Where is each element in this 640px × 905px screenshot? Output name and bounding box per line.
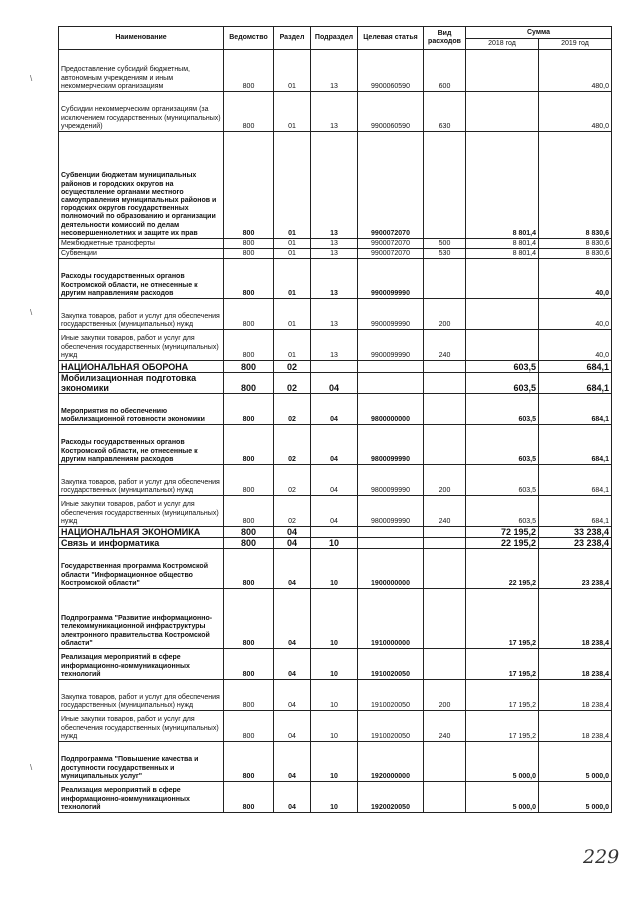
row-name: Подпрограмма "Повышение качества и доступности государственных и муниципальных услуг" (59, 742, 224, 782)
row-razdel: 02 (274, 394, 311, 425)
row-podrazdel: 13 (311, 249, 358, 259)
row-podrazdel: 10 (311, 538, 358, 549)
row-razdel: 04 (274, 589, 311, 649)
row-vedomstvo: 800 (224, 239, 274, 249)
row-name: Закупка товаров, работ и услуг для обеспечения государственных (муниципальных) нужд (59, 465, 224, 496)
row-tselevaya-statya: 1910020050 (358, 680, 424, 711)
margin-tick: \ (30, 74, 33, 83)
row-sum-2019: 40,0 (539, 330, 612, 361)
table-row (59, 239, 612, 249)
row-razdel: 01 (274, 132, 311, 239)
row-vid-raskhodov (424, 132, 466, 239)
margin-tick: \ (30, 308, 33, 317)
row-vid-raskhodov: 200 (424, 299, 466, 330)
row-tselevaya-statya: 9900072070 (358, 132, 424, 239)
row-vedomstvo: 800 (224, 249, 274, 259)
row-razdel: 02 (274, 361, 311, 373)
row-name: Связь и информатика (59, 538, 224, 549)
row-tselevaya-statya: 9900099990 (358, 259, 424, 299)
table-row (59, 259, 612, 299)
row-podrazdel: 04 (311, 465, 358, 496)
row-razdel: 04 (274, 782, 311, 813)
row-tselevaya-statya: 9800000000 (358, 394, 424, 425)
row-name: НАЦИОНАЛЬНАЯ ОБОРОНА (59, 361, 224, 373)
row-name: Субвенции (59, 249, 224, 259)
row-name: Субвенции бюджетам муниципальных районов и городских округов на осуществление органами местного самоуправления муниципальных районов и городских округов государственных полномочий по образованию и организации деятельности комиссий по делам несовершеннолетних и защите их прав (59, 132, 224, 239)
row-name: Расходы государственных органов Костромской области, не отнесенные к другим направлениям расходов (59, 259, 224, 299)
row-podrazdel (311, 361, 358, 373)
col-header-razdel: Раздел (274, 27, 311, 50)
row-podrazdel: 10 (311, 742, 358, 782)
row-podrazdel: 10 (311, 711, 358, 742)
row-sum-2019: 18 238,4 (539, 680, 612, 711)
row-vedomstvo: 800 (224, 425, 274, 465)
row-tselevaya-statya: 9900072070 (358, 249, 424, 259)
row-tselevaya-statya: 9900060590 (358, 50, 424, 92)
row-razdel: 04 (274, 711, 311, 742)
table-row (59, 496, 612, 527)
row-vid-raskhodov: 240 (424, 711, 466, 742)
row-vedomstvo: 800 (224, 132, 274, 239)
row-tselevaya-statya: 1910020050 (358, 711, 424, 742)
row-sum-2018 (466, 299, 539, 330)
row-vid-raskhodov (424, 259, 466, 299)
row-podrazdel: 10 (311, 649, 358, 680)
row-sum-2018 (466, 330, 539, 361)
row-podrazdel: 13 (311, 50, 358, 92)
row-podrazdel (311, 527, 358, 538)
row-tselevaya-statya: 9800099990 (358, 425, 424, 465)
row-sum-2019: 8 830,6 (539, 132, 612, 239)
row-sum-2018 (466, 92, 539, 132)
row-sum-2019: 684,1 (539, 394, 612, 425)
row-sum-2018: 17 195,2 (466, 680, 539, 711)
row-name: Субсидии некоммерческим организациям (за исключением государственных (муниципальных) учреждений) (59, 92, 224, 132)
table-row (59, 465, 612, 496)
row-razdel: 01 (274, 239, 311, 249)
row-name: Предоставление субсидий бюджетным, автономным учреждениям и иным некоммерческим организациям (59, 50, 224, 92)
row-razdel: 04 (274, 680, 311, 711)
row-vid-raskhodov: 600 (424, 50, 466, 92)
row-razdel: 02 (274, 373, 311, 394)
row-sum-2018: 603,5 (466, 496, 539, 527)
row-vedomstvo: 800 (224, 50, 274, 92)
row-podrazdel: 13 (311, 132, 358, 239)
row-sum-2018: 22 195,2 (466, 549, 539, 589)
row-podrazdel: 13 (311, 92, 358, 132)
table-body (59, 50, 612, 813)
table-row (59, 742, 612, 782)
row-sum-2018 (466, 50, 539, 92)
row-podrazdel: 13 (311, 239, 358, 249)
row-sum-2018: 5 000,0 (466, 782, 539, 813)
row-razdel: 02 (274, 425, 311, 465)
row-sum-2019: 18 238,4 (539, 649, 612, 680)
row-vedomstvo: 800 (224, 549, 274, 589)
row-sum-2019: 40,0 (539, 299, 612, 330)
row-razdel: 01 (274, 92, 311, 132)
row-vid-raskhodov (424, 527, 466, 538)
row-sum-2019: 18 238,4 (539, 589, 612, 649)
row-sum-2019: 18 238,4 (539, 711, 612, 742)
row-razdel: 01 (274, 330, 311, 361)
table-row (59, 299, 612, 330)
row-sum-2019: 684,1 (539, 465, 612, 496)
row-vid-raskhodov (424, 361, 466, 373)
row-podrazdel: 04 (311, 373, 358, 394)
table-row (59, 249, 612, 259)
row-sum-2019: 23 238,4 (539, 538, 612, 549)
row-sum-2019: 5 000,0 (539, 782, 612, 813)
row-vedomstvo: 800 (224, 649, 274, 680)
row-sum-2018: 603,5 (466, 373, 539, 394)
row-vedomstvo: 800 (224, 527, 274, 538)
row-sum-2018: 603,5 (466, 425, 539, 465)
row-sum-2019: 480,0 (539, 92, 612, 132)
col-header-year1: 2018 год (466, 39, 539, 50)
col-header-vedomstvo: Ведомство (224, 27, 274, 50)
row-vedomstvo: 800 (224, 394, 274, 425)
col-header-summa: Сумма (466, 27, 612, 39)
row-tselevaya-statya (358, 527, 424, 538)
row-podrazdel: 13 (311, 259, 358, 299)
row-name: Закупка товаров, работ и услуг для обеспечения государственных (муниципальных) нужд (59, 299, 224, 330)
col-header-tselevaya-statya: Целевая статья (358, 27, 424, 50)
row-podrazdel: 10 (311, 589, 358, 649)
row-sum-2018: 603,5 (466, 465, 539, 496)
table-row (59, 373, 612, 394)
table-row (59, 394, 612, 425)
row-sum-2018 (466, 259, 539, 299)
row-sum-2019: 33 238,4 (539, 527, 612, 538)
row-sum-2019: 684,1 (539, 373, 612, 394)
row-vedomstvo: 800 (224, 589, 274, 649)
row-name: Государственная программа Костромской области "Информационное общество Костромской области" (59, 549, 224, 589)
row-vid-raskhodov: 500 (424, 239, 466, 249)
row-vid-raskhodov (424, 742, 466, 782)
table-row (59, 132, 612, 239)
row-name: Иные закупки товаров, работ и услуг для обеспечения государственных (муниципальных) нужд (59, 496, 224, 527)
row-sum-2019: 684,1 (539, 425, 612, 465)
row-tselevaya-statya: 9900072070 (358, 239, 424, 249)
row-vedomstvo: 800 (224, 742, 274, 782)
row-sum-2018: 17 195,2 (466, 649, 539, 680)
row-sum-2019: 684,1 (539, 496, 612, 527)
row-vid-raskhodov (424, 538, 466, 549)
row-vedomstvo: 800 (224, 299, 274, 330)
row-razdel: 01 (274, 50, 311, 92)
row-razdel: 01 (274, 259, 311, 299)
row-name: Мобилизационная подготовка экономики (59, 373, 224, 394)
row-tselevaya-statya: 1920020050 (358, 782, 424, 813)
row-vedomstvo: 800 (224, 711, 274, 742)
row-vid-raskhodov: 240 (424, 496, 466, 527)
row-tselevaya-statya: 9900099990 (358, 299, 424, 330)
row-sum-2019: 5 000,0 (539, 742, 612, 782)
row-tselevaya-statya (358, 538, 424, 549)
row-vid-raskhodov (424, 589, 466, 649)
table-row (59, 330, 612, 361)
row-razdel: 01 (274, 299, 311, 330)
row-vid-raskhodov: 200 (424, 680, 466, 711)
row-sum-2018: 603,5 (466, 394, 539, 425)
row-vid-raskhodov: 240 (424, 330, 466, 361)
row-podrazdel: 10 (311, 680, 358, 711)
row-vedomstvo: 800 (224, 782, 274, 813)
row-podrazdel: 04 (311, 425, 358, 465)
row-vid-raskhodov (424, 782, 466, 813)
row-tselevaya-statya: 9800099990 (358, 465, 424, 496)
row-name: Расходы государственных органов Костромской области, не отнесенные к другим направлениям расходов (59, 425, 224, 465)
row-name: НАЦИОНАЛЬНАЯ ЭКОНОМИКА (59, 527, 224, 538)
row-tselevaya-statya: 9900060590 (358, 92, 424, 132)
row-vedomstvo: 800 (224, 538, 274, 549)
row-vedomstvo: 800 (224, 92, 274, 132)
table-row (59, 361, 612, 373)
row-vedomstvo: 800 (224, 361, 274, 373)
table-row (59, 589, 612, 649)
row-sum-2019: 23 238,4 (539, 549, 612, 589)
row-sum-2018: 22 195,2 (466, 538, 539, 549)
budget-document (58, 26, 612, 813)
row-podrazdel: 04 (311, 394, 358, 425)
row-name: Реализация мероприятий в сфере информационно-коммуникационных технологий (59, 782, 224, 813)
row-vid-raskhodov: 200 (424, 465, 466, 496)
table-row (59, 425, 612, 465)
col-header-year2: 2019 год (539, 39, 612, 50)
row-sum-2018: 72 195,2 (466, 527, 539, 538)
row-vid-raskhodov: 530 (424, 249, 466, 259)
budget-table (58, 26, 612, 813)
row-sum-2018: 17 195,2 (466, 711, 539, 742)
row-razdel: 04 (274, 538, 311, 549)
margin-tick: \ (30, 763, 33, 772)
table-row (59, 538, 612, 549)
row-tselevaya-statya: 1920000000 (358, 742, 424, 782)
row-vid-raskhodov: 630 (424, 92, 466, 132)
col-header-podrazdel: Подраздел (311, 27, 358, 50)
table-row (59, 711, 612, 742)
row-name: Межбюджетные трансферты (59, 239, 224, 249)
row-razdel: 04 (274, 649, 311, 680)
row-vedomstvo: 800 (224, 496, 274, 527)
row-tselevaya-statya: 1900000000 (358, 549, 424, 589)
table-row (59, 680, 612, 711)
row-razdel: 04 (274, 549, 311, 589)
row-podrazdel: 04 (311, 496, 358, 527)
row-razdel: 02 (274, 496, 311, 527)
row-razdel: 02 (274, 465, 311, 496)
row-vid-raskhodov (424, 649, 466, 680)
row-razdel: 04 (274, 742, 311, 782)
row-name: Реализация мероприятий в сфере информационно-коммуникационных технологий (59, 649, 224, 680)
row-sum-2019: 480,0 (539, 50, 612, 92)
row-razdel: 04 (274, 527, 311, 538)
row-podrazdel: 10 (311, 549, 358, 589)
row-sum-2018: 8 801,4 (466, 249, 539, 259)
row-vedomstvo: 800 (224, 330, 274, 361)
col-header-vid-raskhodov: Вид расходов (424, 27, 466, 50)
col-header-name: Наименование (59, 27, 224, 50)
row-vedomstvo: 800 (224, 259, 274, 299)
row-vid-raskhodov (424, 549, 466, 589)
row-razdel: 01 (274, 249, 311, 259)
row-sum-2018: 603,5 (466, 361, 539, 373)
row-podrazdel: 13 (311, 299, 358, 330)
table-row (59, 649, 612, 680)
row-sum-2018: 8 801,4 (466, 132, 539, 239)
row-tselevaya-statya: 9900099990 (358, 330, 424, 361)
row-vedomstvo: 800 (224, 680, 274, 711)
row-sum-2019: 40,0 (539, 259, 612, 299)
row-name: Закупка товаров, работ и услуг для обеспечения государственных (муниципальных) нужд (59, 680, 224, 711)
row-sum-2018: 17 195,2 (466, 589, 539, 649)
table-row (59, 782, 612, 813)
table-row (59, 549, 612, 589)
row-tselevaya-statya (358, 361, 424, 373)
page-number: 229 (583, 846, 620, 868)
row-sum-2019: 684,1 (539, 361, 612, 373)
table-row (59, 527, 612, 538)
table-row (59, 50, 612, 92)
row-vid-raskhodov (424, 425, 466, 465)
row-name: Иные закупки товаров, работ и услуг для обеспечения государственных (муниципальных) нужд (59, 330, 224, 361)
row-tselevaya-statya: 1910020050 (358, 649, 424, 680)
table-row (59, 92, 612, 132)
row-tselevaya-statya: 9800099990 (358, 496, 424, 527)
row-vedomstvo: 800 (224, 373, 274, 394)
row-name: Мероприятия по обеспечению мобилизационной готовности экономики (59, 394, 224, 425)
row-podrazdel: 13 (311, 330, 358, 361)
row-name: Подпрограмма "Развитие информационно-телекоммуникационной инфраструктуры электронного правительства Костромской области" (59, 589, 224, 649)
row-vid-raskhodov (424, 373, 466, 394)
row-sum-2019: 8 830,6 (539, 249, 612, 259)
row-name: Иные закупки товаров, работ и услуг для обеспечения государственных (муниципальных) нужд (59, 711, 224, 742)
row-tselevaya-statya: 1910000000 (358, 589, 424, 649)
row-sum-2018: 8 801,4 (466, 239, 539, 249)
row-vedomstvo: 800 (224, 465, 274, 496)
row-podrazdel: 10 (311, 782, 358, 813)
row-sum-2019: 8 830,6 (539, 239, 612, 249)
row-tselevaya-statya (358, 373, 424, 394)
row-vid-raskhodov (424, 394, 466, 425)
row-sum-2018: 5 000,0 (466, 742, 539, 782)
